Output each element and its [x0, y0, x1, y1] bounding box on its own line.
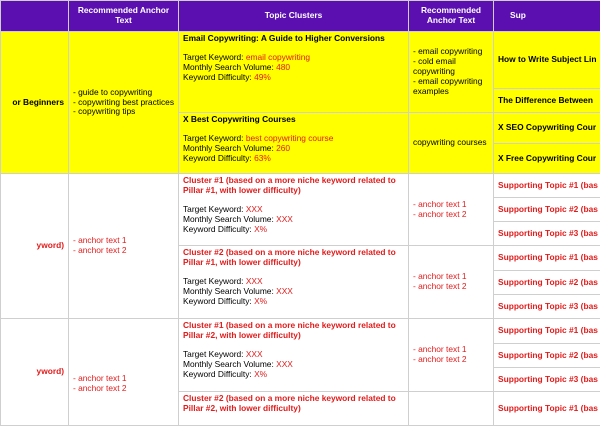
keyword-difficulty: Keyword Difficulty: X%: [183, 225, 404, 235]
cluster-cell[interactable]: [179, 32, 409, 113]
target-keyword: Target Keyword: best copywriting course: [183, 134, 404, 144]
anchor-text: - copywriting best practices: [73, 98, 174, 108]
supporting-topic[interactable]: How to Write Subject Lin: [494, 32, 600, 89]
header-cluster-anchor-text[interactable]: Recommended Anchor Text: [409, 1, 494, 32]
target-keyword: Target Keyword: email copywriting: [183, 53, 404, 63]
search-volume: Monthly Search Volume: 480: [183, 63, 404, 73]
target-keyword: Target Keyword: XXX: [183, 277, 404, 287]
cluster-title: Email Copywriting: A Guide to Higher Conversions: [183, 34, 404, 44]
target-keyword: Target Keyword: XXX: [183, 205, 404, 215]
keyword-difficulty: Keyword Difficulty: 63%: [183, 154, 404, 164]
supporting-topic[interactable]: Supporting Topic #3 (bas: [494, 222, 600, 246]
supporting-topic[interactable]: Supporting Topic #1 (bas: [494, 174, 600, 198]
table-row: [1, 32, 600, 89]
cluster-title: Cluster #2 (based on a more niche keyword related to Pillar #1, with lower difficulty): [183, 248, 404, 268]
header-topic-clusters[interactable]: Topic Clusters: [179, 1, 409, 32]
pillar-cell[interactable]: yword): [1, 319, 69, 426]
anchor-cell[interactable]: - anchor text 1 - anchor text 2: [69, 174, 179, 319]
cluster-title: Cluster #2 (based on a more niche keyword related to Pillar #2, with lower difficulty): [183, 394, 404, 414]
pillar-cell[interactable]: [1, 32, 69, 174]
cluster-anchor-cell[interactable]: copywriting courses: [409, 113, 494, 174]
cluster-cell[interactable]: [179, 113, 409, 174]
cluster-anchor-cell[interactable]: - email copywriting - cold email copywriting - email copywriting examples: [409, 32, 494, 113]
supporting-topic[interactable]: Supporting Topic #2 (bas: [494, 198, 600, 222]
cluster-cell[interactable]: [179, 174, 409, 246]
anchor-cell[interactable]: - anchor text 1 - anchor text 2: [69, 319, 179, 426]
supporting-topic[interactable]: Supporting Topic #3 (bas: [494, 368, 600, 392]
cluster-anchor-cell[interactable]: - anchor text 1 - anchor text 2: [409, 319, 494, 392]
keyword-difficulty: Keyword Difficulty: X%: [183, 370, 404, 380]
header-row: [1, 1, 600, 32]
cluster-cell[interactable]: [179, 392, 409, 426]
search-volume: Monthly Search Volume: 260: [183, 144, 404, 154]
cluster-title: X Best Copywriting Courses: [183, 115, 404, 125]
header-anchor-text[interactable]: Recommended Anchor Text: [69, 1, 179, 32]
anchor-text: - guide to copywriting: [73, 88, 174, 98]
supporting-topic[interactable]: The Difference Between: [494, 89, 600, 113]
header-supporting[interactable]: Sup: [494, 1, 600, 32]
cluster-title: Cluster #1 (based on a more niche keyword related to Pillar #1, with lower difficulty): [183, 176, 404, 196]
search-volume: Monthly Search Volume: XXX: [183, 287, 404, 297]
pillar-cell[interactable]: yword): [1, 174, 69, 319]
search-volume: Monthly Search Volume: XXX: [183, 215, 404, 225]
keyword-difficulty: Keyword Difficulty: X%: [183, 297, 404, 307]
table-row: [1, 319, 600, 344]
supporting-topic[interactable]: Supporting Topic #1 (bas: [494, 246, 600, 271]
supporting-topic[interactable]: Supporting Topic #3 (bas: [494, 295, 600, 319]
supporting-topic[interactable]: Supporting Topic #2 (bas: [494, 271, 600, 295]
supporting-topic[interactable]: X SEO Copywriting Cour: [494, 113, 600, 144]
cluster-title: Cluster #1 (based on a more niche keyword related to Pillar #2, with lower difficulty): [183, 321, 404, 341]
cluster-anchor-cell[interactable]: [409, 392, 494, 426]
supporting-topic[interactable]: X Free Copywriting Cour: [494, 144, 600, 174]
keyword-difficulty: Keyword Difficulty: 49%: [183, 73, 404, 83]
supporting-topic[interactable]: Supporting Topic #1 (bas: [494, 392, 600, 426]
search-volume: Monthly Search Volume: XXX: [183, 360, 404, 370]
target-keyword: Target Keyword: XXX: [183, 350, 404, 360]
cluster-cell[interactable]: [179, 246, 409, 319]
header-pillar[interactable]: [1, 1, 69, 32]
cluster-cell[interactable]: [179, 319, 409, 392]
supporting-topic[interactable]: Supporting Topic #1 (bas: [494, 319, 600, 344]
anchor-cell[interactable]: [69, 32, 179, 174]
supporting-topic[interactable]: Supporting Topic #2 (bas: [494, 344, 600, 368]
pillar-label: or Beginners: [12, 97, 64, 107]
cluster-anchor-cell[interactable]: - anchor text 1 - anchor text 2: [409, 174, 494, 246]
cluster-anchor-cell[interactable]: - anchor text 1 - anchor text 2: [409, 246, 494, 319]
table-row: [1, 174, 600, 198]
anchor-text: - copywriting tips: [73, 107, 174, 117]
